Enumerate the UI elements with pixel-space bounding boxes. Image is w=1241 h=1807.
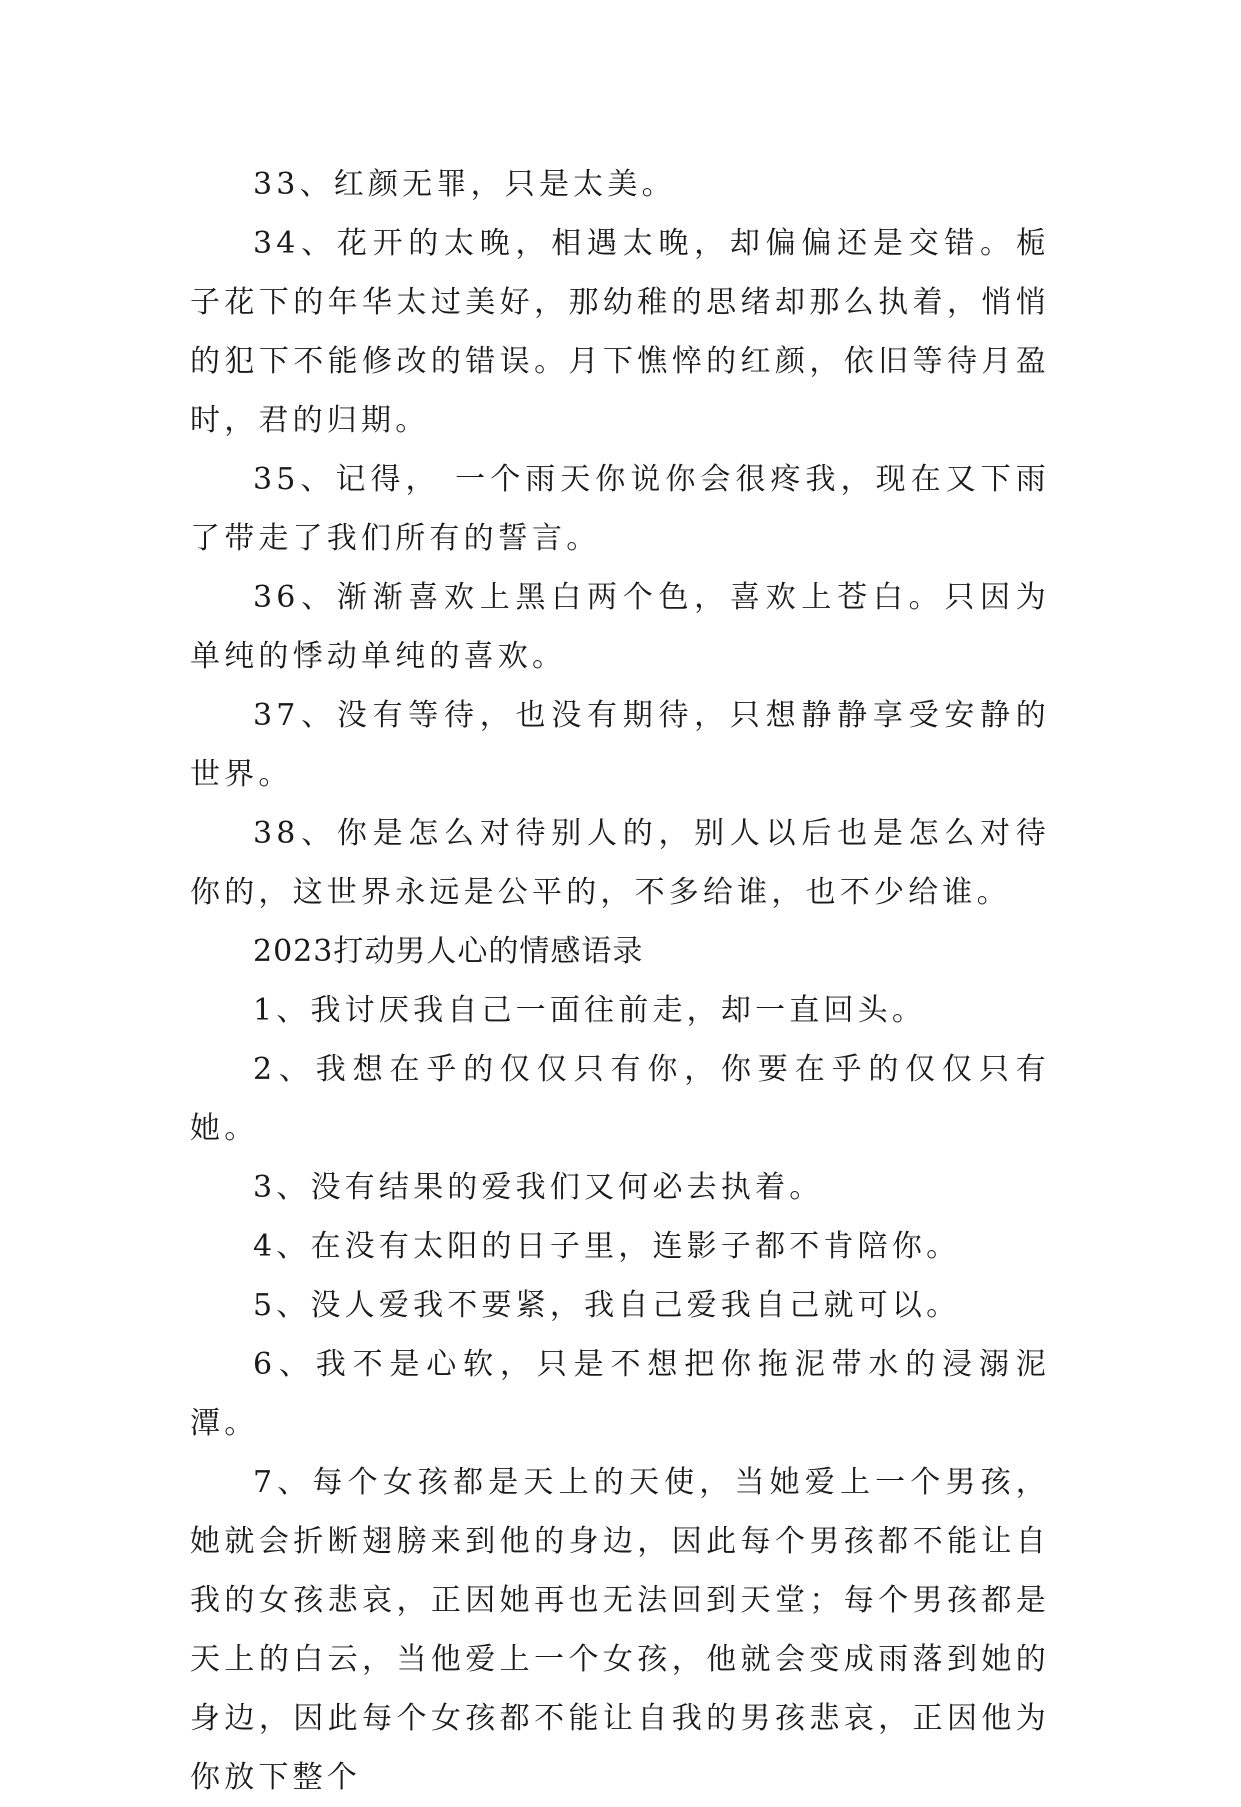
section-heading: 2023打动男人心的情感语录 (253, 934, 644, 969)
paragraph-37: 37、没有等待，也没有期待，只想静静享受安静的世界。 (190, 698, 1050, 792)
quote-1: 1、我讨厌我自己一面往前走，却一直回头。 (253, 993, 927, 1028)
paragraph-33: 33、红颜无罪，只是太美。 (253, 167, 676, 202)
quote-5: 5、没人爱我不要紧，我自己爱我自己就可以。 (253, 1288, 961, 1323)
quote-3: 3、没有结果的爱我们又何必去执着。 (253, 1170, 824, 1205)
document-body (190, 155, 1050, 1807)
paragraph-35: 35、记得， 一个雨天你说你会很疼我，现在又下雨了带走了我们所有的誓言。 (190, 462, 1050, 556)
paragraph-36: 36、渐渐喜欢上黑白两个色，喜欢上苍白。只因为单纯的悸动单纯的喜欢。 (190, 580, 1050, 674)
paragraph-34: 34、花开的太晚，相遇太晚，却偏偏还是交错。栀子花下的年华太过美好，那幼稚的思绪却那么执着，悄悄的犯下不能修改的错误。月下憔悴的红颜，依旧等待月盈时，君的归期。 (190, 226, 1050, 438)
quote-7: 7、每个女孩都是天上的天使，当她爱上一个男孩，她就会折断翅膀来到他的身边，因此每个男孩都不能让自我的女孩悲哀，正因她再也无法回到天堂；每个男孩都是天上的白云，当他爱上一个女孩，他就会变成雨落到她的身边，因此每个女孩都不能让自我的男孩悲哀，正因他为你放下整个 (190, 1465, 1050, 1795)
quote-2: 2、我想在乎的仅仅只有你，你要在乎的仅仅只有她。 (190, 1052, 1050, 1146)
quote-6: 6、我不是心软，只是不想把你拖泥带水的浸溺泥潭。 (190, 1347, 1050, 1441)
paragraph-38: 38、你是怎么对待别人的，别人以后也是怎么对待你的，这世界永远是公平的，不多给谁，也不少给谁。 (190, 816, 1050, 910)
quote-4: 4、在没有太阳的日子里，连影子都不肯陪你。 (253, 1229, 961, 1264)
